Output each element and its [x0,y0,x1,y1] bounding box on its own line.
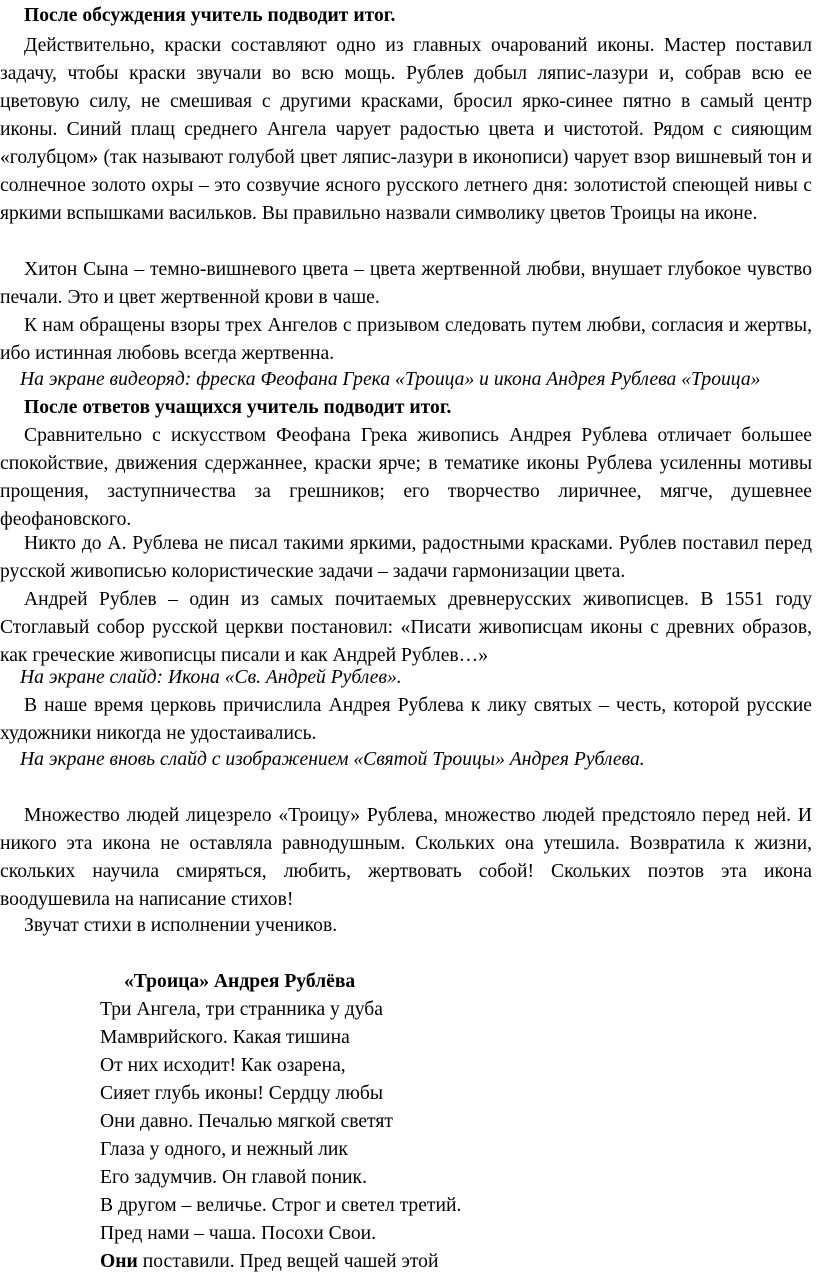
poem-line: Они давно. Печалью мягкой светят [100,1111,393,1132]
heading-summary-1: После обсуждения учитель подводит итог. [24,5,396,26]
paragraph-saints: В наше время церковь причислила Андрея Рублева к лику святых – честь, которой русские художники никогда не удостаивались. [0,695,812,744]
poem-line: В другом – величье. Строг и светел третий. [100,1195,462,1216]
poem-line: Пред нами – чаша. Посохи Свои. [100,1223,377,1244]
poem-title: «Троица» Андрея Рублёва [124,971,356,992]
paragraph-colors: Действительно, краски составляют одно из главных очарований иконы. Мастер поставил задачу, чтобы краски звучали во всю мощь. Рублев добыл ляпис-лазури и, собрав всю ее цветовую силу, не смешивая с другими красками, бросил ярко-синее пятно в самый центр иконы. Синий плащ среднего Ангела чарует радостью цвета и чистотой. Рядом с сияющим «голубцом» (так называют голубой цвет ляпис-лазури в иконописи) чарует взор вишневый тон и солнечное золото охры – это созвучие ясного русского летнего дня: золотистой спеющей нивы с яркими вспышками васильков. Вы правильно назвали символику цветов Троицы на иконе. [0,35,812,224]
paragraph-nobody: Никто до А. Рублева не писал такими яркими, радостными красками. Рублев поставил перед русской живописью колористические задачи – задачи гармонизации цвета. [0,533,812,582]
poem-line: От них исходит! Как озарена, [100,1055,346,1076]
poem-line-rest: поставили. Пред вещей чашей этой [137,1251,439,1272]
poem-line: Сияет глубь иконы! Сердцу любы [100,1083,384,1104]
poem-line-last [100,1248,438,1276]
heading-summary-2: После ответов учащихся учитель подводит итог. [24,397,452,418]
paragraph-angels: К нам обращены взоры трех Ангелов с призывом следовать путем любви, согласия и жертвы, ибо истинная любовь всегда жертвенна. [0,315,812,364]
paragraph-poems: Звучат стихи в исполнении учеников. [24,915,338,936]
poem-line: Три Ангела, три странника у дуба [100,999,383,1020]
poem-line: Глаза у одного, и нежный лик [100,1139,348,1160]
note-slide-icon: На экране слайд: Икона «Св. Андрей Рублев». [20,667,402,688]
paragraph-rublev: Андрей Рублев – один из самых почитаемых древнерусских живописцев. В 1551 году Стоглавый собор русской церкви постановил: «Писати живописцам иконы с древних образов, как греческие живописцы писали и как Андрей Рублев…» [0,589,812,666]
paragraph-many-people: Множество людей лицезрело «Троицу» Рублева, множество людей предстояло перед ней. И никого эта икона не оставляла равнодушным. Скольких она утешила. Возвратила к жизни, скольких научила смиряться, любить, жертвовать собой! Скольких поэтов эта икона воодушевила на написание стихов! [0,805,812,910]
paragraph-comparison: Сравнительно с искусством Феофана Грека живопись Андрея Рублева отличает большее спокойствие, движения сдержаннее, краски ярче; в тематике иконы Рублева усиленны мотивы прощения, заступничества за грешников; его творчество лиричнее, мягче, душевнее феофановского. [0,425,812,530]
paragraph-chiton: Хитон Сына – темно-вишневого цвета – цвета жертвенной любви, внушает глубокое чувство печали. Это и цвет жертвенной крови в чаше. [0,259,812,308]
poem-line: Мамврийского. Какая тишина [100,1027,350,1048]
note-video: На экране видеоряд: фреска Феофана Грека «Троица» и икона Андрея Рублева «Троица» [20,369,761,390]
note-slide-trinity: На экране вновь слайд с изображением «Святой Троицы» Андрея Рублева. [20,749,645,770]
poem-line-bold-word: Они [100,1251,138,1272]
poem-line: Его задумчив. Он главой поник. [100,1167,367,1188]
